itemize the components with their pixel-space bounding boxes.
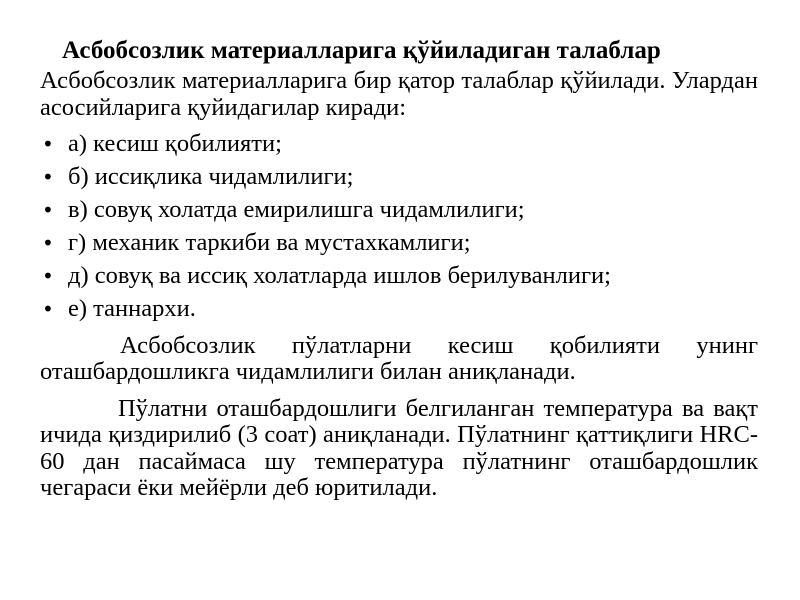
list-item	[40, 164, 758, 191]
bullet-icon: •	[42, 198, 54, 222]
bullet-icon: •	[42, 132, 54, 156]
list-item	[40, 296, 758, 323]
requirements-list	[40, 131, 758, 323]
list-item-text: г) механик таркиби ва мустахкамлиги;	[68, 229, 471, 256]
heat-resistance-paragraph: Пўлатни оташбардошлиги белгиланган температура ва вақт ичида қиздирилиб (3 соат) аниқланади. Пўлатнинг қаттиқлиги HRC-60 дан пасаймаса шу температура пўлатнинг оташбардошлик чегараси ёки мейёрли деб юритилади.	[40, 394, 758, 501]
bullet-icon: •	[42, 231, 54, 255]
list-item-text: в) совуқ холатда емирилишга чидамлилиги;	[68, 196, 525, 223]
cutting-ability-paragraph: Асбобсозлик пўлатларни кесиш қобилияти унинг оташбардошликга чидамлилиги билан аниқланади.	[40, 331, 758, 385]
list-item-text: б) иссиқлика чидамлилиги;	[68, 163, 354, 190]
bullet-icon: •	[42, 264, 54, 288]
slide-title: Асбобсозлик материалларига қўйиладиган талаблар	[62, 37, 661, 64]
list-item	[40, 263, 758, 290]
intro-paragraph: Асбобсозлик материалларига бир қатор талаблар қўйилади. Улардан асосийларига қуйидагилар киради:	[40, 67, 758, 121]
list-item-text: д) совуқ ва иссиқ холатларда ишлов берилуванлиги;	[68, 262, 611, 289]
list-item	[40, 131, 758, 158]
list-item-text: а) кесиш қобилияти;	[68, 130, 282, 157]
bullet-icon: •	[42, 297, 54, 321]
list-item	[40, 197, 758, 224]
list-item	[40, 230, 758, 257]
bullet-icon: •	[42, 165, 54, 189]
list-item-text: е) таннархи.	[68, 295, 196, 322]
